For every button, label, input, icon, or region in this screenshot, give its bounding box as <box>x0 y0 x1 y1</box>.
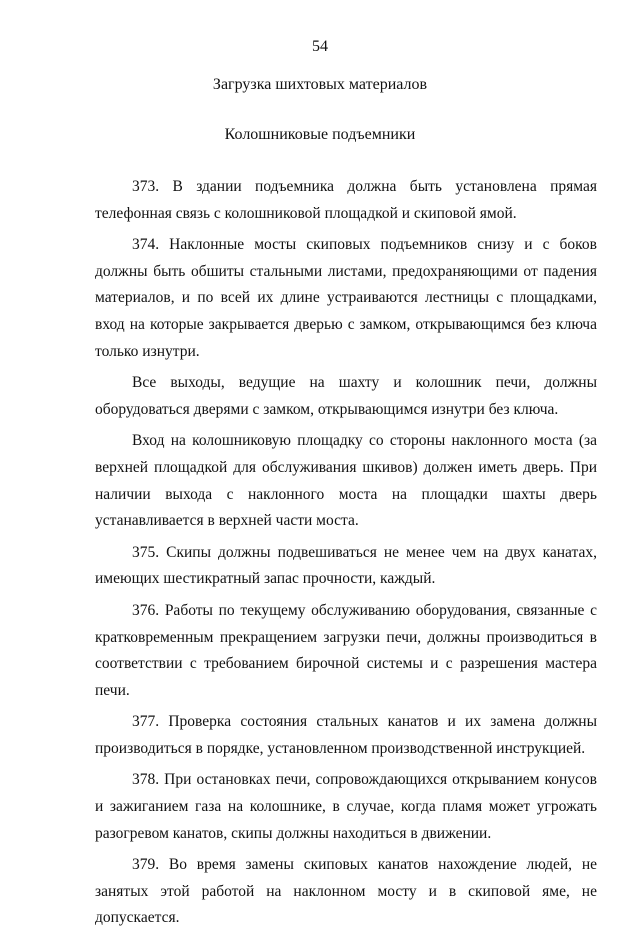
paragraph-379: 379. Во время замены скиповых канатов нахождение людей, не занятых этой работой на наклонном мосту и в скиповой яме, не допускается. <box>95 856 597 927</box>
page-number: 54 <box>312 38 328 55</box>
paragraph-374: 374. Наклонные мосты скиповых подъемников снизу и с боков должны быть обшиты стальными листами, предохраняющими от падения материалов, и по всей их длине устраиваются лестницы с площадками, вход на которые закрывается дверью с замком, открывающимся без ключа только изнутри. <box>95 236 597 360</box>
paragraph-entrance: Вход на колошниковую площадку со стороны наклонного моста (за верхней площадкой для обслуживания шкивов) должен иметь дверь. При наличии выхода с наклонного моста на площадки шахты дверь устанавливается в верхней части моста. <box>95 432 597 530</box>
document-body <box>95 174 597 937</box>
paragraph-377: 377. Проверка состояния стальных канатов и их замена должны производиться в порядке, установленном производственной инструкцией. <box>95 713 597 757</box>
paragraph-exits: Все выходы, ведущие на шахту и колошник печи, должны оборудоваться дверями с замком, открывающимся изнутри без ключа. <box>95 374 597 418</box>
paragraph-376: 376. Работы по текущему обслуживанию оборудования, связанные с кратковременным прекращением загрузки печи, должны производиться в соответствии с требованием бирочной системы и с разрешения мастера печи. <box>95 601 597 699</box>
paragraph-373: 373. В здании подъемника должна быть установлена прямая телефонная связь с колошниковой площадкой и скиповой ямой. <box>95 178 597 222</box>
section-title: Загрузка шихтовых материалов <box>212 76 428 93</box>
subsection-title: Колошниковые подъемники <box>224 126 416 143</box>
paragraph-375: 375. Скипы должны подвешиваться не менее чем на двух канатах, имеющих шестикратный запас прочности, каждый. <box>95 543 597 588</box>
paragraph-378: 378. При остановках печи, сопровождающихся открыванием конусов и зажиганием газа на колошнике, в случае, когда пламя может угрожать разогревом канатов, скипы должны находиться в движении. <box>95 771 597 842</box>
